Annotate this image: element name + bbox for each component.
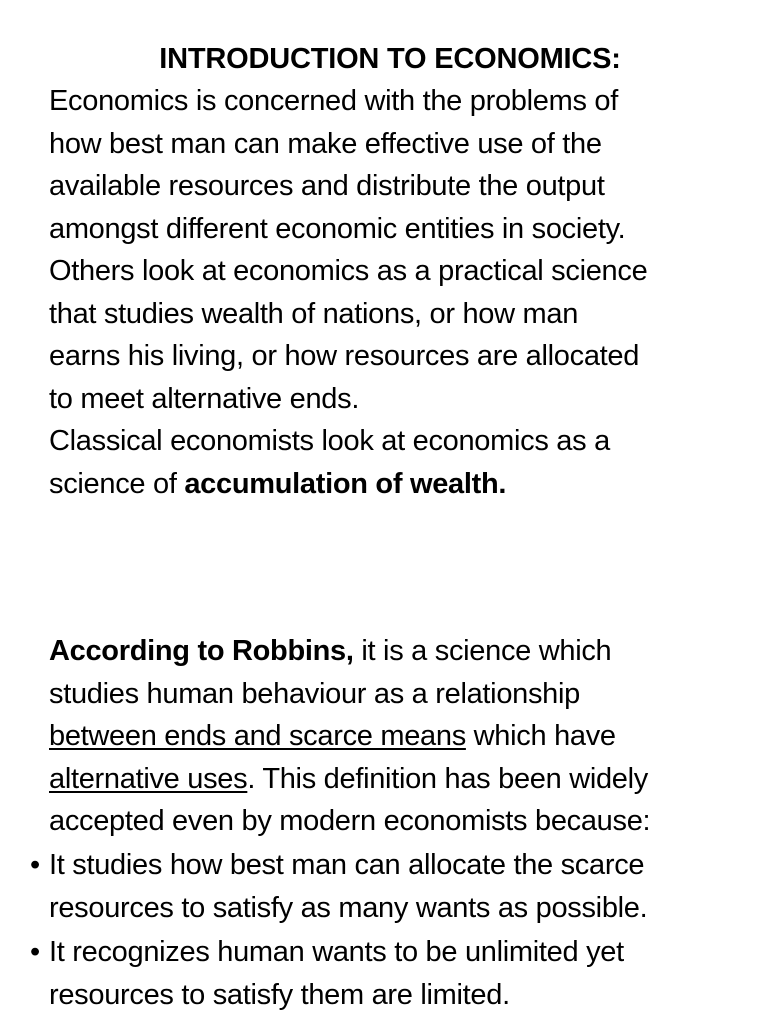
text-line <box>49 758 749 801</box>
text-line <box>49 715 749 758</box>
text-run: science of <box>49 467 185 500</box>
text-line: amongst different economic entities in society. <box>49 212 626 245</box>
paragraph-classical <box>49 420 749 505</box>
paragraph-intro <box>49 80 749 420</box>
bullet-icon: • <box>30 849 40 881</box>
bold-phrase: accumulation of wealth. <box>184 467 507 500</box>
text-run: it is a science which <box>353 635 612 667</box>
text-line <box>49 463 749 506</box>
text-line: Classical economists look at economics as a <box>49 425 610 457</box>
text-run: . This definition has been widely <box>247 762 648 795</box>
text-line: It studies how best man can allocate the scarce <box>49 849 645 881</box>
text-line <box>49 630 749 673</box>
text-line: resources to satisfy them are limited. <box>49 978 510 1011</box>
text-line: Others look at economics as a practical science <box>49 255 648 287</box>
text-line: studies human behaviour as a relationship <box>49 677 580 710</box>
text-line: Economics is concerned with the problems of <box>49 85 618 117</box>
text-line: resources to satisfy as many wants as possible. <box>49 891 648 924</box>
text-line: to meet alternative ends. <box>49 382 360 415</box>
bullet-icon: • <box>30 936 40 968</box>
list-item <box>30 844 750 929</box>
text-line: accepted even by modern economists because: <box>49 805 651 837</box>
underlined-phrase: alternative uses <box>49 762 248 795</box>
text-line: earns his living, or how resources are allocated <box>49 340 640 372</box>
underlined-phrase: between ends and scarce means <box>49 720 466 752</box>
list-item <box>30 931 750 1016</box>
bold-lead: According to Robbins, <box>49 635 354 667</box>
bullet-list <box>30 844 750 1018</box>
text-line: available resources and distribute the output <box>49 170 605 202</box>
page-title: INTRODUCTION TO ECONOMICS: <box>159 43 621 75</box>
text-run: which have <box>465 720 616 752</box>
text-line: that studies wealth of nations, or how man <box>49 297 579 330</box>
paragraph-robbins <box>49 630 749 843</box>
text-line: how best man can make effective use of the <box>49 127 602 160</box>
text-line: It recognizes human wants to be unlimited yet <box>49 936 624 968</box>
